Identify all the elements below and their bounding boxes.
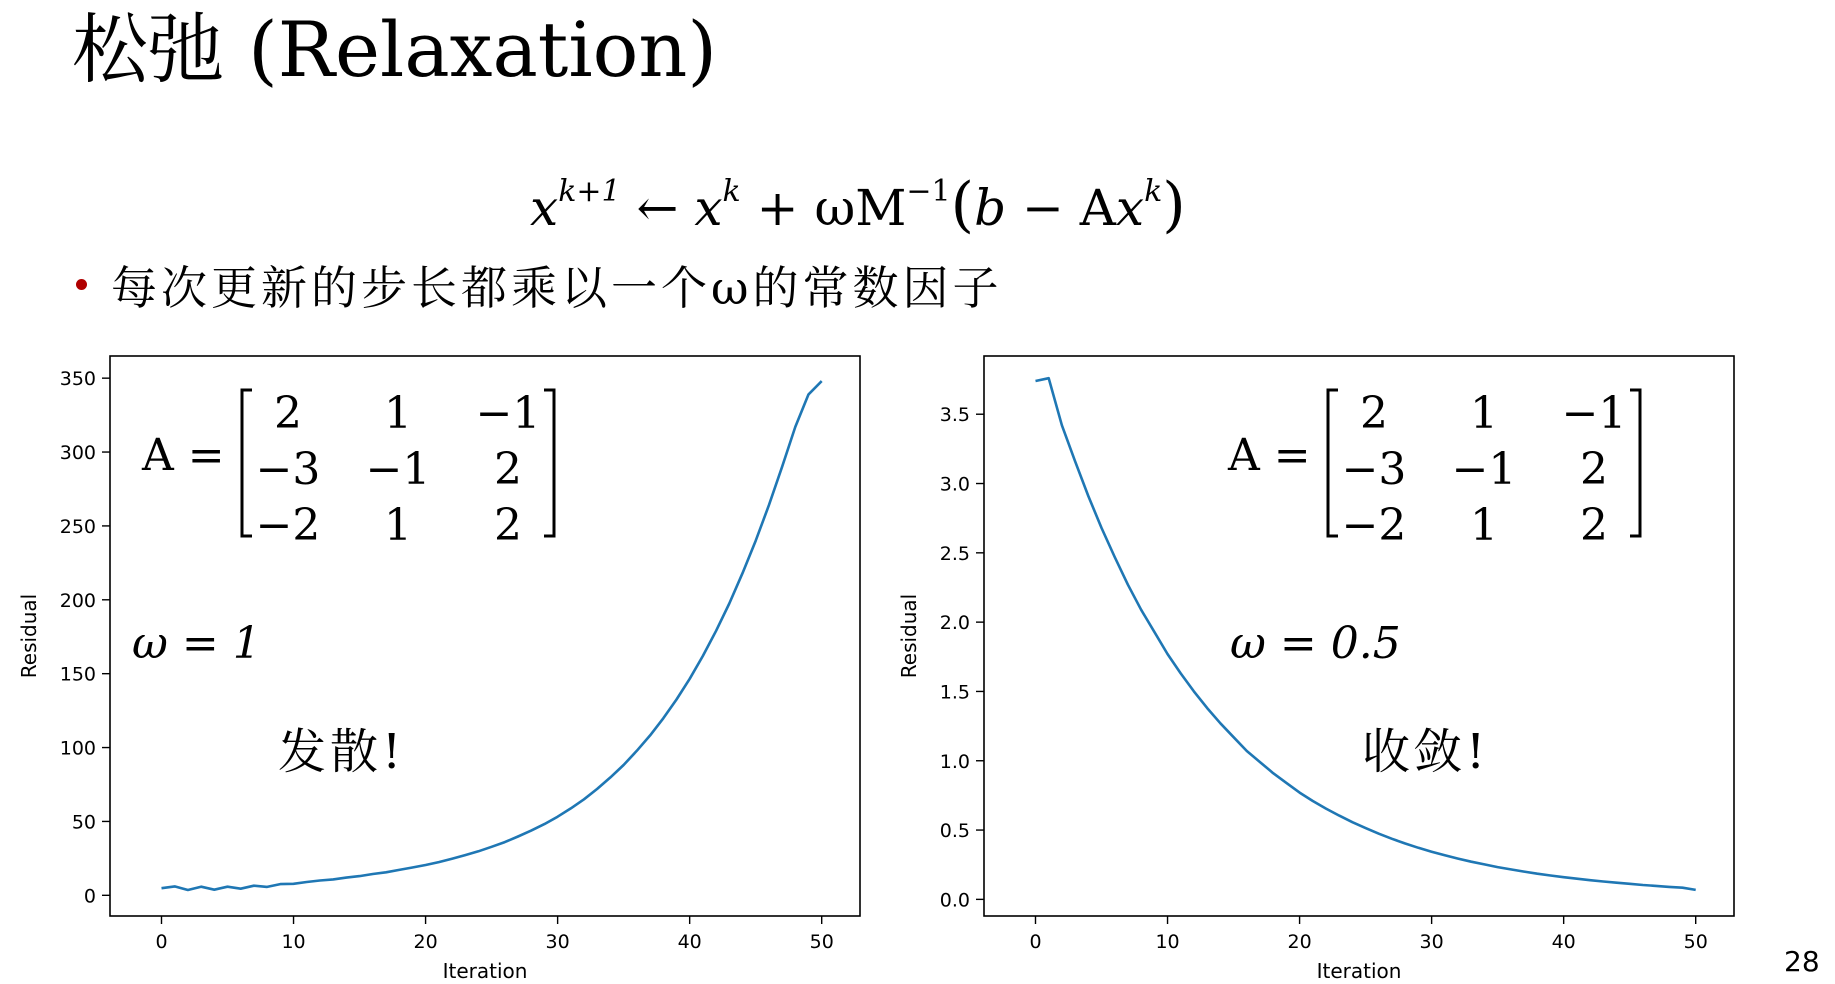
x-tick-label: 30 [1419, 931, 1444, 953]
matrix-cell: 1 [1470, 388, 1498, 439]
matrix-label: A = [142, 430, 225, 481]
formula-x2-sup: k [1144, 174, 1163, 209]
y-tick-label: 1.5 [939, 681, 970, 704]
x-tick-label: 50 [809, 931, 834, 953]
chart-annotation: 发散! [278, 724, 406, 780]
y-axis-label: Residual [17, 593, 41, 679]
y-tick-label: 200 [59, 589, 96, 612]
slide-title: 松弛 (Relaxation) [72, 5, 717, 94]
omega-label: ω = 1 [132, 618, 261, 669]
matrix-bracket-left [242, 390, 252, 536]
matrix-cell: 1 [1470, 500, 1498, 551]
y-axis-label: Residual [897, 593, 921, 679]
y-tick-label: 0 [83, 885, 96, 908]
matrix-bracket-right [544, 390, 554, 536]
matrix-cell: 2 [494, 500, 522, 551]
chart-convergent [897, 356, 1734, 983]
x-axis-label: Iteration [1316, 959, 1402, 983]
matrix-cell: −2 [1341, 500, 1407, 551]
omega-label: ω = 0.5 [1230, 618, 1401, 669]
formula-m-sup: −1 [906, 174, 951, 209]
matrix-cell: −3 [1341, 444, 1407, 495]
y-tick-label: 150 [59, 663, 96, 686]
matrix-cell: 2 [1580, 444, 1608, 495]
matrix-bracket-right [1630, 390, 1640, 536]
relaxation-formula: $x^{k+1}$ ← $x^k + \omega M^{-1}(b - Ax^k)$ [530, 170, 1186, 240]
matrix-annotation [1227, 388, 1640, 551]
x-axis-label: Iteration [442, 959, 528, 983]
y-tick-label: 2.5 [939, 542, 970, 565]
matrix-cell: −2 [255, 500, 321, 551]
matrix-cell: 1 [384, 388, 412, 439]
x-tick-label: 20 [413, 931, 438, 953]
y-tick-label: 0.5 [939, 820, 970, 843]
matrix-cell: 2 [1360, 388, 1388, 439]
matrix-bracket-left [1328, 390, 1338, 536]
matrix-cell: −1 [1451, 444, 1517, 495]
bullet-text: 每次更新的步长都乘以一个ω的常数因子 [111, 261, 1003, 315]
y-tick-label: 350 [59, 368, 96, 391]
matrix-cell: −1 [365, 444, 431, 495]
x-tick-label: 0 [1029, 931, 1042, 953]
chart-annotation: 收敛! [1362, 724, 1490, 780]
y-tick-label: 1.0 [939, 750, 970, 773]
y-tick-label: 250 [59, 515, 96, 538]
x-tick-label: 10 [1155, 931, 1180, 953]
x-tick-label: 40 [677, 931, 702, 953]
y-tick-label: 3.5 [939, 404, 970, 427]
formula-omega-m: ωM [814, 179, 907, 237]
y-tick-label: 0.0 [939, 889, 970, 912]
matrix-cell: 1 [384, 500, 412, 551]
matrix-cell: −1 [475, 388, 541, 439]
x-tick-label: 40 [1551, 931, 1576, 953]
matrix-cell: 2 [494, 444, 522, 495]
chart-divergent [17, 356, 860, 983]
matrix-cell: 2 [1580, 500, 1608, 551]
formula-lhs-x: x [530, 179, 559, 237]
x-tick-label: 20 [1287, 931, 1312, 953]
matrix-cell: −3 [255, 444, 321, 495]
y-tick-label: 3.0 [939, 473, 970, 496]
formula-x: x [694, 179, 723, 237]
x-tick-label: 50 [1683, 931, 1708, 953]
matrix-annotation [141, 388, 554, 551]
x-tick-label: 30 [545, 931, 570, 953]
x-tick-label: 10 [281, 931, 306, 953]
y-tick-label: 2.0 [939, 612, 970, 635]
formula-x2: x [1115, 179, 1145, 237]
matrix-label: A = [1228, 430, 1311, 481]
formula-b: b [974, 179, 1007, 237]
x-tick-label: 0 [155, 931, 168, 953]
formula-arrow: ← [636, 179, 679, 237]
formula-plus: + [756, 179, 799, 237]
formula-lhs-sup: k+1 [558, 174, 621, 209]
y-tick-label: 300 [59, 442, 96, 465]
matrix-cell: −1 [1561, 388, 1627, 439]
y-tick-label: 50 [71, 811, 96, 834]
formula-minus-a: − A [1021, 179, 1116, 237]
matrix-cell: 2 [274, 388, 302, 439]
y-tick-label: 100 [59, 737, 96, 760]
page-number: 28 [1784, 945, 1820, 978]
formula-x-sup: k [722, 174, 741, 209]
